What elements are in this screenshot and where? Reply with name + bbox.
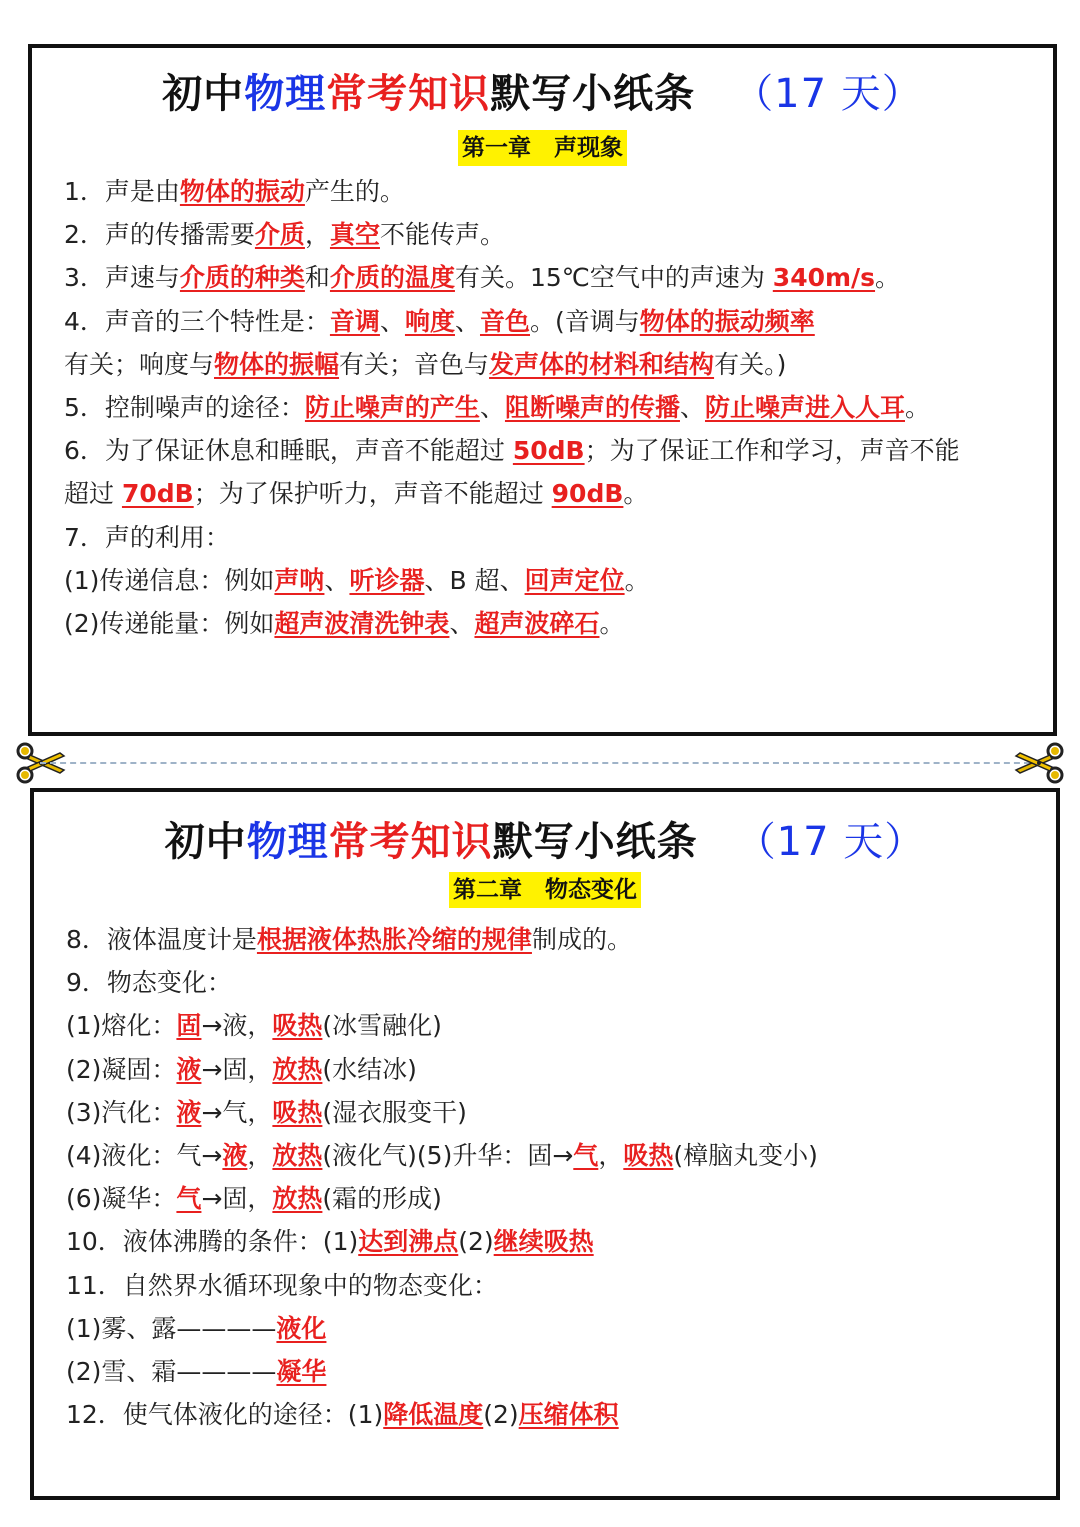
knowledge-line [66, 1393, 1036, 1436]
title-part: 默写小纸条 [490, 71, 696, 117]
answer-text: 物体的振动频率 [639, 306, 815, 336]
knowledge-line [64, 386, 1033, 429]
prompt-text: ， [304, 220, 330, 250]
prompt-text: 、 [449, 608, 475, 638]
prompt-text: (水结冰) [322, 1054, 417, 1084]
answer-text: 液 [176, 1097, 202, 1127]
prompt-text: 。 [875, 263, 901, 293]
prompt-text: 。 [623, 479, 649, 509]
answer-text: 吸热 [623, 1140, 674, 1170]
answer-text: 凝华 [276, 1356, 327, 1386]
prompt-text: ；为了保证工作和学习，声音不能 [584, 436, 960, 466]
prompt-text: 有关。15℃空气中的声速为 [454, 263, 773, 293]
prompt-text: (2)传递能量：例如 [64, 608, 275, 638]
prompt-text: ；为了保护听力，声音不能超过 [193, 479, 552, 509]
prompt-text: (樟脑丸变小) [673, 1140, 818, 1170]
answer-text: 超声波清洗钟表 [274, 608, 450, 638]
title-part: 初中 [162, 71, 245, 117]
prompt-text: (4)液化：气→ [66, 1140, 223, 1170]
answer-text: 340m/s [772, 263, 876, 293]
answer-text: 继续吸热 [493, 1227, 594, 1257]
prompt-text: 11．自然界水循环现象中的物态变化： [66, 1270, 498, 1300]
scissors-icon [1014, 740, 1066, 786]
answer-text: 声呐 [274, 565, 325, 595]
prompt-text: (6)凝华： [66, 1184, 177, 1214]
answer-text: 根据液体热胀冷缩的规律 [256, 925, 532, 954]
knowledge-line [64, 256, 1033, 299]
knowledge-line [64, 343, 1033, 386]
prompt-text: 。 [905, 392, 931, 422]
chapter-heading: 第二章 物态变化 [449, 872, 641, 908]
answer-text: 液 [222, 1140, 248, 1170]
prompt-text: 产生的。 [304, 177, 405, 206]
prompt-text: 有关；响度与 [64, 349, 215, 379]
answer-text: 放热 [272, 1054, 323, 1084]
prompt-text: ， [598, 1140, 624, 1170]
prompt-text: (液化气)(5)升华：固→ [322, 1140, 574, 1170]
title-part: 物理 [244, 71, 327, 117]
prompt-text: 、B 超、 [424, 565, 525, 595]
prompt-text: (3)汽化： [66, 1097, 177, 1127]
prompt-text: (2)凝固： [66, 1054, 177, 1084]
prompt-text: 和 [304, 263, 330, 293]
title-part: 常考知识 [328, 819, 493, 865]
prompt-text: 10．液体沸腾的条件：(1) [66, 1227, 359, 1257]
answer-text: 介质的种类 [179, 263, 305, 293]
note-card-chapter-2 [30, 788, 1060, 1500]
prompt-text: (2) [483, 1400, 519, 1430]
answer-text: 介质的温度 [329, 263, 455, 293]
prompt-text: 7．声的利用： [64, 522, 230, 552]
answer-text: 达到沸点 [358, 1227, 459, 1257]
prompt-text: →固， [201, 1054, 273, 1084]
prompt-text: 有关；音色与 [339, 349, 490, 379]
prompt-text: (1)熔化： [66, 1011, 177, 1041]
knowledge-line [64, 559, 1033, 602]
card-title [34, 816, 1056, 868]
knowledge-line [66, 1004, 1036, 1047]
prompt-text: 4．声音的三个特性是： [64, 306, 330, 336]
prompt-text: 1．声是由 [64, 177, 180, 206]
knowledge-line [66, 918, 1036, 961]
knowledge-line [64, 300, 1033, 343]
prompt-text: 、 [679, 392, 705, 422]
knowledge-line [64, 429, 1033, 472]
prompt-text: 超过 [64, 479, 122, 509]
prompt-text: 制成的。 [531, 925, 632, 954]
prompt-text: (湿衣服变干) [322, 1097, 467, 1127]
prompt-text: 、 [324, 565, 350, 595]
answer-text: 物体的振动 [179, 177, 305, 206]
answer-text: 放热 [272, 1184, 323, 1214]
prompt-text: 6．为了保证休息和睡眠，声音不能超过 [64, 436, 513, 466]
prompt-text: →气， [201, 1097, 273, 1127]
prompt-text: (1)传递信息：例如 [64, 565, 275, 595]
day-label: （17 天） [735, 819, 926, 865]
answer-text: 阻断噪声的传播 [504, 392, 680, 422]
knowledge-line [66, 1048, 1036, 1091]
knowledge-line [66, 1307, 1036, 1350]
knowledge-line [66, 1220, 1036, 1263]
prompt-text: →固， [201, 1184, 273, 1214]
chapter-heading: 第一章 声现象 [458, 130, 627, 166]
knowledge-line [66, 1091, 1036, 1134]
prompt-text: ， [247, 1140, 273, 1170]
answer-text: 气 [176, 1184, 202, 1214]
prompt-text: 3．声速与 [64, 263, 180, 293]
prompt-text: 有关。) [714, 349, 787, 379]
answer-text: 固 [176, 1011, 202, 1041]
title-part: 默写小纸条 [492, 819, 698, 865]
prompt-text: 、 [454, 306, 480, 336]
prompt-text: 9．物态变化： [66, 968, 232, 998]
answer-text: 回声定位 [524, 565, 625, 595]
knowledge-list [66, 918, 1036, 1436]
prompt-text: 不能传声。 [379, 220, 505, 250]
prompt-text: 。(音调与 [530, 306, 640, 336]
answer-text: 降低温度 [383, 1400, 484, 1430]
prompt-text: (1)雾、露———— [66, 1313, 277, 1343]
answer-text: 吸热 [272, 1097, 323, 1127]
answer-text: 发声体的材料和结构 [489, 349, 715, 379]
answer-text: 防止噪声进入人耳 [704, 392, 905, 422]
card-title [32, 68, 1053, 120]
knowledge-line [64, 472, 1033, 515]
knowledge-line [64, 170, 1033, 213]
prompt-text: 、 [379, 306, 405, 336]
title-part: 常考知识 [326, 71, 491, 117]
prompt-text: 12．使气体液化的途径：(1) [66, 1400, 384, 1430]
prompt-text: 、 [479, 392, 505, 422]
title-part: 物理 [246, 819, 329, 865]
answer-text: 90dB [551, 479, 624, 509]
answer-text: 吸热 [272, 1011, 323, 1041]
answer-text: 听诊器 [349, 565, 425, 595]
day-label: （17 天） [733, 71, 923, 117]
prompt-text: (2)雪、霜———— [66, 1356, 277, 1386]
answer-text: 超声波碎石 [474, 608, 600, 638]
knowledge-line [66, 1350, 1036, 1393]
answer-text: 音调 [329, 306, 380, 336]
knowledge-line [64, 602, 1033, 645]
answer-text: 放热 [272, 1140, 323, 1170]
prompt-text: 。 [599, 608, 625, 638]
answer-text: 压缩体积 [518, 1400, 619, 1430]
knowledge-line [66, 1134, 1036, 1177]
prompt-text: (冰雪融化) [322, 1011, 442, 1041]
answer-text: 响度 [404, 306, 455, 336]
answer-text: 气 [573, 1140, 599, 1170]
knowledge-line [64, 516, 1033, 559]
answer-text: 50dB [512, 436, 585, 466]
answer-text: 70dB [121, 479, 194, 509]
knowledge-line [66, 961, 1036, 1004]
knowledge-line [64, 213, 1033, 256]
answer-text: 液化 [276, 1313, 327, 1343]
note-card-chapter-1 [28, 44, 1057, 736]
prompt-text: (2) [458, 1227, 494, 1257]
answer-text: 介质 [254, 220, 305, 250]
prompt-text: (霜的形成) [322, 1184, 442, 1214]
answer-text: 物体的振幅 [214, 349, 340, 379]
answer-text: 音色 [479, 306, 530, 336]
answer-text: 液 [176, 1054, 202, 1084]
prompt-text: →液， [201, 1011, 273, 1041]
prompt-text: 2．声的传播需要 [64, 220, 255, 250]
knowledge-list [64, 170, 1033, 645]
knowledge-line [66, 1264, 1036, 1307]
title-part: 初中 [164, 819, 247, 865]
prompt-text: 8．液体温度计是 [66, 925, 257, 954]
prompt-text: 5．控制噪声的途径： [64, 392, 305, 422]
prompt-text: 。 [624, 565, 650, 595]
answer-text: 防止噪声的产生 [304, 392, 480, 422]
answer-text: 真空 [329, 220, 380, 250]
cut-line [40, 762, 1040, 764]
knowledge-line [66, 1177, 1036, 1220]
